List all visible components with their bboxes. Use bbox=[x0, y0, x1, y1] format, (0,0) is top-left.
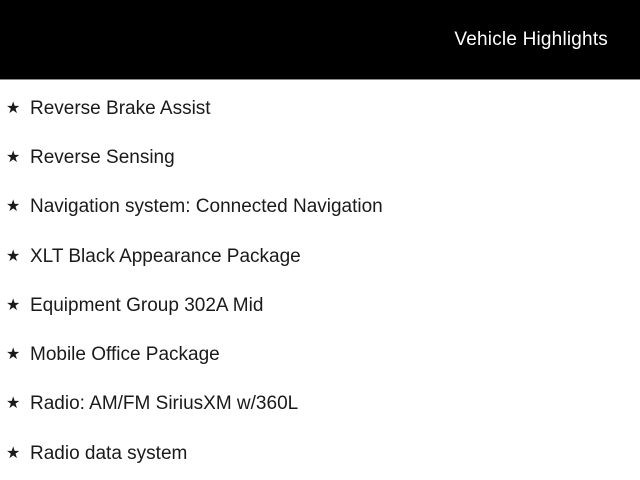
page-title: Vehicle Highlights bbox=[454, 28, 608, 50]
list-item bbox=[0, 330, 640, 379]
list-item-text: Radio data system bbox=[30, 442, 188, 464]
list-item bbox=[0, 183, 640, 232]
star-icon: ★ bbox=[6, 198, 21, 216]
star-icon: ★ bbox=[6, 346, 21, 364]
star-icon: ★ bbox=[6, 444, 21, 462]
list-item bbox=[0, 429, 640, 478]
star-icon: ★ bbox=[6, 395, 21, 413]
star-icon: ★ bbox=[6, 247, 21, 265]
list-item-text: Radio: AM/FM SiriusXM w/360L bbox=[30, 393, 299, 415]
header-bar bbox=[0, 0, 640, 80]
list-item-text: Navigation system: Connected Navigation bbox=[30, 196, 383, 218]
list-item-text: Reverse Brake Assist bbox=[30, 97, 211, 119]
list-item bbox=[0, 232, 640, 281]
highlights-list bbox=[0, 80, 640, 478]
list-item bbox=[0, 84, 640, 133]
list-item-text: Equipment Group 302A Mid bbox=[30, 294, 264, 316]
list-item bbox=[0, 281, 640, 330]
list-item-text: Mobile Office Package bbox=[30, 344, 220, 366]
star-icon: ★ bbox=[6, 99, 21, 117]
list-item-text: XLT Black Appearance Package bbox=[30, 245, 301, 267]
list-item bbox=[0, 380, 640, 429]
star-icon: ★ bbox=[6, 148, 21, 166]
list-item-text: Reverse Sensing bbox=[30, 146, 175, 168]
list-item bbox=[0, 133, 640, 182]
star-icon: ★ bbox=[6, 296, 21, 314]
